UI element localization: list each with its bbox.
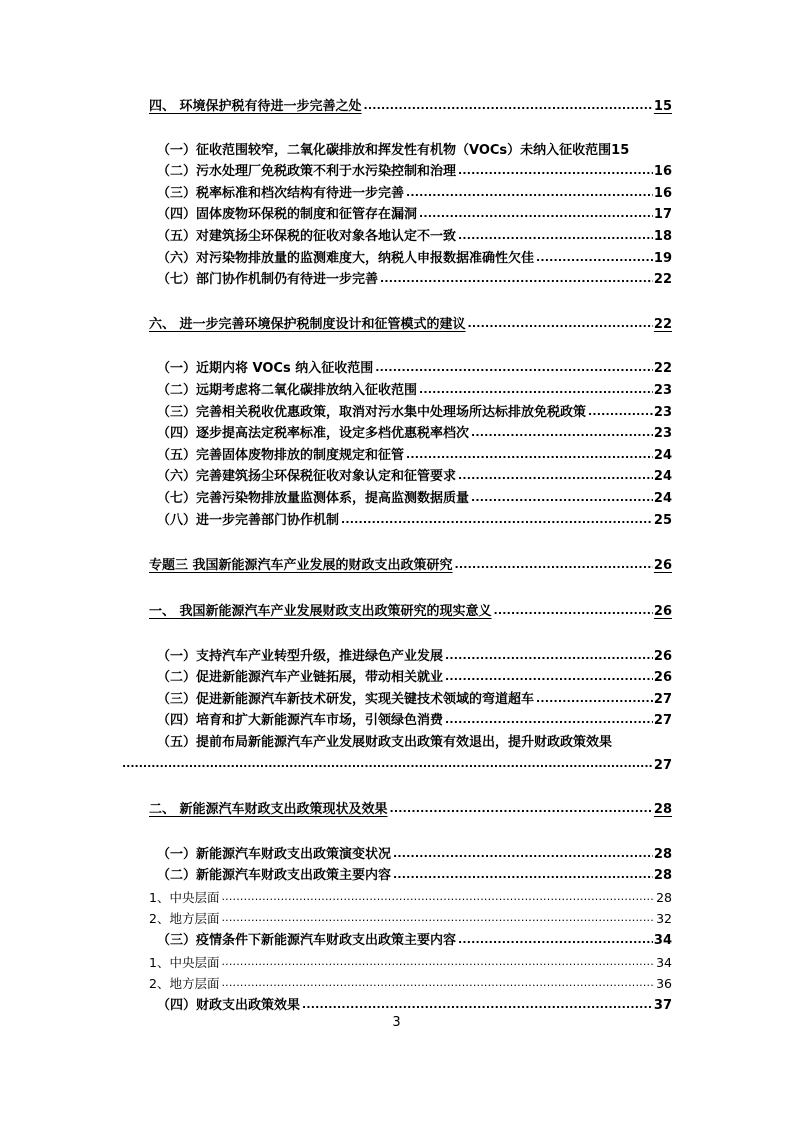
toc-entry[interactable] <box>157 843 672 863</box>
toc-leader-dots <box>455 559 653 571</box>
toc-entry-page: 32 <box>656 911 672 926</box>
toc-leader-dots <box>390 803 653 815</box>
toc-entry-page: 26 <box>653 558 672 573</box>
toc-leader-dots <box>445 650 653 662</box>
toc-entry-title: （四）财政支出政策效果 <box>157 998 301 1013</box>
toc-entry[interactable] <box>157 444 672 464</box>
toc-entry-page: 16 <box>653 164 672 179</box>
toc-entry-section[interactable] <box>149 313 672 333</box>
toc-entry-page: 34 <box>653 933 672 948</box>
toc-entry-title: 六、 进一步完善环境保护税制度设计和征管模式的建议 <box>149 317 466 332</box>
toc-entry[interactable] <box>157 994 672 1014</box>
toc-entry-title: （二）污水处理厂免税政策不利于水污染控制和治理 <box>157 164 457 179</box>
toc-leader-dots <box>471 427 653 439</box>
toc-entry-chapter[interactable] <box>149 554 672 574</box>
toc-entry[interactable] <box>157 645 672 665</box>
toc-entry-page: 25 <box>653 513 672 528</box>
toc-entry-title: 2、地方层面 <box>149 911 220 926</box>
toc-entry[interactable] <box>157 268 672 288</box>
toc-entry[interactable] <box>157 379 672 399</box>
toc-entry-level3[interactable] <box>149 907 672 927</box>
toc-entry-title: （五）对建筑扬尘环保税的征收对象各地认定不一致 <box>157 229 457 244</box>
toc-leader-dots <box>445 671 653 683</box>
toc-entry-continuation[interactable] <box>122 753 672 773</box>
toc-entry[interactable] <box>157 160 672 180</box>
toc-entry-page: 23 <box>653 405 672 420</box>
toc-entry-title: （一）新能源汽车财政支出政策演变状况 <box>157 847 392 862</box>
toc-entry-page: 23 <box>653 426 672 441</box>
toc-entry[interactable] <box>157 709 672 729</box>
toc-entry[interactable] <box>157 731 672 751</box>
toc-leader-dots <box>221 891 655 903</box>
toc-entry-title: （二）远期考虑将二氧化碳排放纳入征收范围 <box>157 383 418 398</box>
toc-entry[interactable] <box>157 509 672 529</box>
toc-entry-title: 专题三 我国新能源汽车产业发展的财政支出政策研究 <box>149 558 453 573</box>
toc-entry[interactable] <box>157 182 672 202</box>
toc-leader-dots <box>458 934 653 946</box>
toc-leader-dots <box>221 956 655 968</box>
toc-entry-title: （四）固体废物环保税的制度和征管存在漏洞 <box>157 207 418 222</box>
toc-entry-title: （二）促进新能源汽车产业链拓展，带动相关就业 <box>157 670 444 685</box>
toc-entry-title: 2、地方层面 <box>149 976 220 991</box>
toc-entry-title: 二、 新能源汽车财政支出政策现状及效果 <box>149 802 388 817</box>
toc-entry[interactable] <box>157 666 672 686</box>
toc-entry-page: 24 <box>653 491 672 506</box>
toc-entry[interactable] <box>157 487 672 507</box>
toc-leader-dots <box>458 470 653 482</box>
toc-entry-page: 22 <box>653 272 672 287</box>
toc-entry-page: 23 <box>653 383 672 398</box>
toc-leader-dots <box>302 999 653 1011</box>
toc-entry-page: 26 <box>653 649 672 664</box>
toc-entry-level3[interactable] <box>149 886 672 906</box>
toc-entry-page: 15 <box>653 99 672 114</box>
toc-entry-title: 1、中央层面 <box>149 955 220 970</box>
toc-entry-title: （四）培育和扩大新能源汽车市场，引领绿色消费 <box>157 713 444 728</box>
toc-entry-page: 27 <box>653 692 672 707</box>
toc-entry-title: （二）新能源汽车财政支出政策主要内容 <box>157 868 392 883</box>
toc-entry-title: 四、 环境保护税有待进一步完善之处 <box>149 99 362 114</box>
toc-leader-dots <box>419 384 653 396</box>
toc-leader-dots <box>536 252 653 264</box>
toc-entry-page: 15 <box>611 143 630 158</box>
toc-entry-page: 16 <box>653 186 672 201</box>
toc-entry[interactable] <box>157 225 672 245</box>
toc-entry-title: （四）逐步提高法定税率标准，设定多档优惠税率档次 <box>157 426 470 441</box>
toc-entry-title: （五）提前布局新能源汽车产业发展财政支出政策有效退出，提升财政政策效果 <box>157 735 613 750</box>
toc-leader-dots <box>341 514 653 526</box>
toc-entry-page: 22 <box>653 317 672 332</box>
toc-entry-title: （三）完善相关税收优惠政策，取消对污水集中处理场所达标排放免税政策 <box>157 405 587 420</box>
page-number: 3 <box>392 1015 401 1030</box>
toc-entry[interactable] <box>157 357 672 377</box>
toc-entry-page: 24 <box>653 448 672 463</box>
toc-leader-dots <box>588 406 653 418</box>
toc-entry-level3[interactable] <box>149 972 672 992</box>
toc-leader-dots <box>221 977 655 989</box>
toc-entry-title: （七）部门协作机制仍有待进一步完善 <box>157 272 379 287</box>
toc-entry-title: 一、 我国新能源汽车产业发展财政支出政策研究的现实意义 <box>149 604 492 619</box>
toc-entry-page: 28 <box>653 802 672 817</box>
toc-entry-page: 26 <box>653 604 672 619</box>
toc-leader-dots <box>494 605 653 617</box>
toc-entry-page: 19 <box>653 251 672 266</box>
toc-entry[interactable] <box>157 203 672 223</box>
toc-leader-dots <box>406 449 653 461</box>
toc-entry-title: （三）疫情条件下新能源汽车财政支出政策主要内容 <box>157 933 457 948</box>
toc-leader-dots <box>468 318 653 330</box>
toc-entry-page: 34 <box>656 955 672 970</box>
toc-leader-dots <box>458 165 653 177</box>
toc-entry-page: 28 <box>653 847 672 862</box>
toc-entry-title: （一）征收范围较窄，二氧化碳排放和挥发性有机物（VOCs）未纳入征收范围 <box>157 143 612 158</box>
toc-entry[interactable] <box>157 864 672 884</box>
toc-entry[interactable] <box>157 247 672 267</box>
toc-leader-dots <box>471 492 653 504</box>
toc-leader-dots <box>122 758 653 770</box>
toc-entry-level3[interactable] <box>149 951 672 971</box>
toc-entry[interactable] <box>157 422 672 442</box>
toc-entry-section[interactable] <box>149 600 672 620</box>
toc-leader-dots <box>445 714 653 726</box>
toc-entry-title: （八）进一步完善部门协作机制 <box>157 513 340 528</box>
toc-leader-dots <box>406 187 653 199</box>
toc-entry-page: 37 <box>653 998 672 1013</box>
toc-entry-title: （一）支持汽车产业转型升级，推进绿色产业发展 <box>157 649 444 664</box>
toc-leader-dots <box>393 848 653 860</box>
toc-entry-title: （六）完善建筑扬尘环保税征收对象认定和征管要求 <box>157 469 457 484</box>
toc-entry[interactable] <box>157 465 672 485</box>
toc-leader-dots <box>221 912 655 924</box>
toc-entry[interactable] <box>157 929 672 949</box>
toc-entry-page: 22 <box>653 361 672 376</box>
toc-entry-title: （六）对污染物排放量的监测难度大，纳税人申报数据准确性欠佳 <box>157 251 535 266</box>
toc-entry-section[interactable] <box>149 95 672 115</box>
toc-entry-page: 27 <box>653 713 672 728</box>
toc-leader-dots <box>536 693 653 705</box>
toc-entry-title: （三）税率标准和档次结构有待进一步完善 <box>157 186 405 201</box>
toc-entry[interactable] <box>157 139 672 159</box>
toc-entry-page: 27 <box>653 758 672 773</box>
toc-entry[interactable] <box>157 688 672 708</box>
toc-entry-title: （一）近期内将 VOCs 纳入征收范围 <box>157 361 374 376</box>
toc-entry-page: 18 <box>653 229 672 244</box>
toc-leader-dots <box>364 100 653 112</box>
toc-entry-page: 36 <box>656 976 672 991</box>
toc-entry-page: 28 <box>653 868 672 883</box>
toc-leader-dots <box>375 362 653 374</box>
toc-entry-page: 24 <box>653 469 672 484</box>
toc-leader-dots <box>393 869 653 881</box>
toc-entry-page: 17 <box>653 207 672 222</box>
toc-entry-title: （三）促进新能源汽车新技术研发，实现关键技术领域的弯道超车 <box>157 692 535 707</box>
toc-entry-title: 1、中央层面 <box>149 890 220 905</box>
toc-entry[interactable] <box>157 401 672 421</box>
toc-entry-page: 28 <box>656 890 672 905</box>
toc-leader-dots <box>419 208 653 220</box>
toc-leader-dots <box>458 230 653 242</box>
toc-entry-section[interactable] <box>149 798 672 818</box>
toc-entry-page: 26 <box>653 670 672 685</box>
toc-entry-title: （七）完善污染物排放量监测体系，提高监测数据质量 <box>157 491 470 506</box>
toc-entry-title: （五）完善固体废物排放的制度规定和征管 <box>157 448 405 463</box>
toc-leader-dots <box>380 273 653 285</box>
